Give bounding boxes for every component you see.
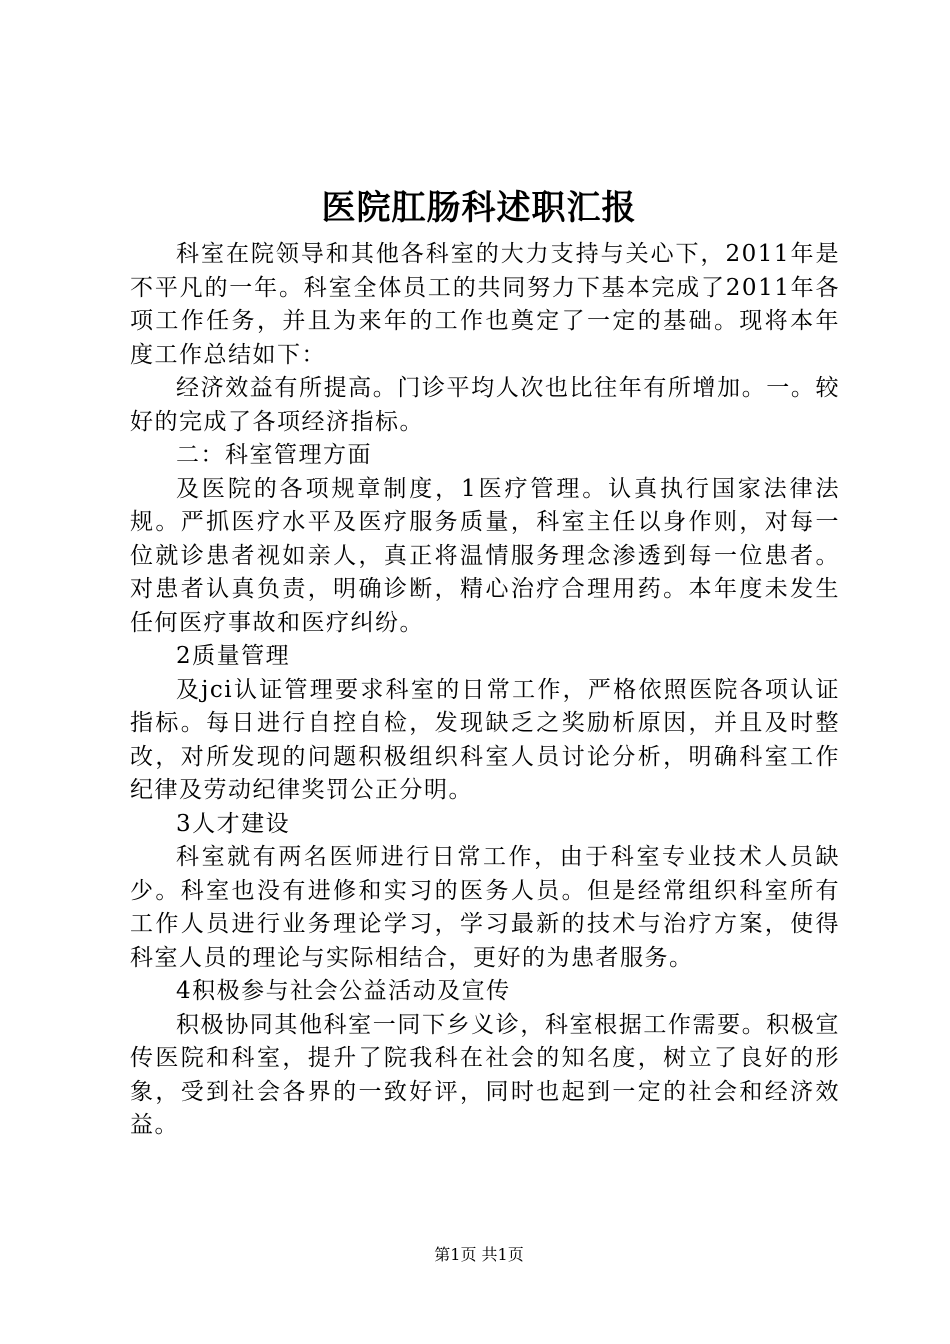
paragraph-medical-management: 及医院的各项规章制度，1医疗管理。认真执行国家法律法规。严抓医疗水平及医疗服务质量，科室主任以身作则，对每一位就诊患者视如亲人，真正将温情服务理念渗透到每一位患者。对患者认真负责，明确诊断，精心治疗合理用药。本年度未发生任何医疗事故和医疗纠纷。 [130,475,840,636]
paragraph-intro: 科室在院领导和其他各科室的大力支持与关心下，2011年是不平凡的一年。科室全体员工的共同努力下基本完成了2011年各项工作任务，并且为来年的工作也奠定了一定的基础。现将本年度工作总结如下： [130,241,840,368]
page-footer: 第1页 共1页 [434,1245,524,1264]
document-title: 医院肛肠科述职汇报 [321,188,637,228]
paragraph-quality-management: 及jci认证管理要求科室的日常工作，严格依照医院各项认证指标。每日进行自控自检，发现缺乏之奖励析原因，并且及时整改，对所发现的问题积极组织科室人员讨论分析，明确科室工作纪律及劳动纪律奖罚公正分明。 [130,676,840,803]
section-heading-management: 二：科室管理方面 [176,442,372,468]
section-heading-public-welfare: 4积极参与社会公益活动及宣传 [176,978,511,1004]
section-heading-quality: 2质量管理 [176,643,291,669]
section-heading-talent: 3人才建设 [176,810,291,837]
paragraph-talent-building: 科室就有两名医师进行日常工作，由于科室专业技术人员缺少。科室也没有进修和实习的医务人员。但是经常组织科室所有工作人员进行业务理论学习，学习最新的技术与治疗方案，使得科室人员的理论与实际相结合，更好的为患者服务。 [130,844,840,971]
paragraph-public-welfare: 积极协同其他科室一同下乡义诊，科室根据工作需要。积极宣传医院和科室，提升了院我科在社会的知名度，树立了良好的形象，受到社会各界的一致好评，同时也起到一定的社会和经济效益。 [130,1011,840,1138]
paragraph-economic-benefit: 经济效益有所提高。门诊平均人次也比往年有所增加。一。较好的完成了各项经济指标。 [130,375,840,435]
document-body [130,238,840,1143]
